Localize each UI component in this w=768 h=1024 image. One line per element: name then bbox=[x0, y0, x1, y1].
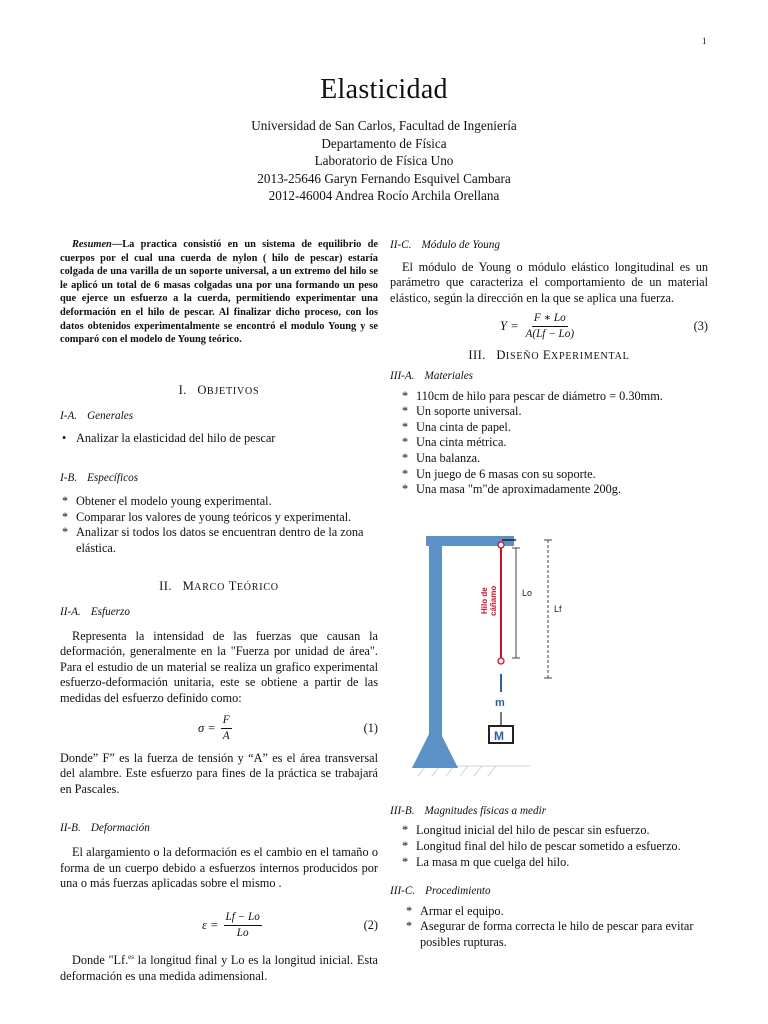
list-item-text: Analizar la elasticidad del hilo de pescar bbox=[76, 430, 276, 445]
section-title-rest: ARCO bbox=[194, 581, 226, 593]
bullet-star: * bbox=[402, 823, 409, 838]
bullet-star: * bbox=[62, 509, 69, 524]
list-item bbox=[400, 839, 708, 855]
section-title-rest: ISEÑO bbox=[505, 351, 540, 363]
fraction-denominator: Lo bbox=[236, 927, 249, 940]
equation-3 bbox=[390, 308, 708, 344]
equation-lhs: Y = bbox=[500, 318, 519, 333]
page-number: 1 bbox=[702, 36, 707, 46]
subsection-generales-heading bbox=[60, 409, 378, 425]
bullet-star: * bbox=[402, 404, 409, 419]
subsection-title: Esfuerzo bbox=[90, 606, 130, 619]
lo-label: Lo bbox=[522, 587, 533, 598]
list-item-text: Longitud final del hilo de pescar sometido a esfuerzo. bbox=[416, 838, 681, 853]
stand-base bbox=[412, 722, 458, 768]
list-item bbox=[60, 431, 378, 447]
author-2: 2012-46004 Andrea Rocío Archila Orellana bbox=[268, 188, 500, 203]
especificos-list bbox=[60, 494, 378, 556]
subsection-number: I-B. bbox=[60, 471, 78, 484]
subsection-procedimiento-heading bbox=[390, 884, 708, 900]
subsection-especificos-heading bbox=[60, 471, 378, 487]
affiliation-lab: Laboratorio de Física Uno bbox=[314, 153, 454, 168]
equation-number: (1) bbox=[363, 720, 378, 735]
superscript: es bbox=[128, 952, 134, 961]
author-block bbox=[0, 117, 768, 205]
bullet-star: * bbox=[402, 466, 409, 481]
equation-lhs: ε = bbox=[202, 918, 219, 933]
affiliation-university: Universidad de San Carlos, Facultad de Ingeniería bbox=[251, 118, 517, 133]
list-item-text: Una masa "m"de aproximadamente 200g. bbox=[416, 482, 622, 497]
equation-2-math bbox=[202, 908, 262, 944]
equation-1 bbox=[60, 711, 378, 747]
bullet-star: * bbox=[402, 388, 409, 403]
subsection-title: Específicos bbox=[87, 471, 139, 484]
list-item bbox=[400, 855, 708, 871]
fraction-denominator: A bbox=[222, 730, 230, 743]
list-item bbox=[60, 510, 378, 526]
procedimiento-list bbox=[390, 904, 708, 951]
deformacion-paragraph: El alargamiento o la deformación es el cambio en el tamaño o forma de un cuerpo debido a esfuerzos internos producidos por una o más fuerzas aplicadas sobre el mismo . bbox=[60, 845, 378, 891]
bullet-star: * bbox=[402, 450, 409, 465]
list-item bbox=[400, 404, 708, 420]
section-title-cap: D bbox=[496, 348, 506, 363]
thread-bottom-knot bbox=[498, 658, 504, 664]
subsection-number: III-A. bbox=[390, 369, 415, 382]
fraction-numerator: F ∗ Lo bbox=[532, 312, 568, 327]
right-column bbox=[390, 238, 708, 950]
abstract-text: —La practica consistió en un sistema de equilibrio de cuerpos por el cual una cuerda de nylon ( hilo de pescar) estaría colgada de una varilla de un soporte universal, a un extremo del hilo se le aplicó un total de 6 masas colgadas una por una formando un peso que ejerce un esfuerzo a la cuerda, permitiendo experimentar una deformación en el hilo de pescar. Al finalizar dicho proceso, con los datos obtenidos experimentalmente se encontró el modulo Young y se comparó con el modelo de Young teórico. bbox=[60, 239, 378, 346]
list-item bbox=[60, 494, 378, 510]
bullet-star: * bbox=[402, 435, 409, 450]
subsection-title: Procedimiento bbox=[425, 885, 491, 898]
small-mass-label: m bbox=[495, 696, 505, 709]
bullet-dot: • bbox=[62, 430, 67, 445]
section-marco-teorico-heading bbox=[60, 579, 378, 596]
list-item bbox=[60, 525, 378, 556]
section-title-rest: XPERIMENTAL bbox=[551, 351, 630, 363]
subsection-number: II-B. bbox=[60, 822, 81, 835]
generales-list bbox=[60, 431, 378, 447]
esfuerzo-paragraph-2: Donde” F” es la fuerza de tensión y “A” es el área transversal del alambre. Este esfuerzo para fines de la práctica se trabajará en Pascales. bbox=[60, 750, 378, 796]
list-item-text: Una balanza. bbox=[416, 450, 481, 465]
equation-number: (2) bbox=[363, 918, 378, 933]
list-item bbox=[400, 435, 708, 451]
equation-2 bbox=[60, 908, 378, 944]
list-item-text: La masa m que cuelga del hilo. bbox=[416, 854, 570, 869]
list-item bbox=[400, 389, 708, 405]
section-objetivos-heading bbox=[60, 383, 378, 400]
subsection-title: Módulo de Young bbox=[421, 239, 500, 251]
bullet-star: * bbox=[406, 919, 413, 934]
list-item-text: Asegurar de forma correcta le hilo de pescar para evitar posibles rupturas. bbox=[420, 919, 694, 949]
bullet-star: * bbox=[62, 494, 69, 509]
list-item-text: Una cinta métrica. bbox=[416, 435, 507, 450]
subsection-number: I-A. bbox=[60, 410, 78, 423]
list-item-text: Armar el equipo. bbox=[420, 903, 504, 918]
bullet-star: * bbox=[402, 854, 409, 869]
equation-3-math bbox=[500, 308, 576, 344]
deformacion-paragraph-2 bbox=[60, 950, 378, 984]
fraction-numerator: Lf − Lo bbox=[224, 911, 262, 926]
list-item bbox=[404, 904, 708, 920]
section-number: II. bbox=[159, 578, 172, 593]
subsection-deformacion-heading bbox=[60, 821, 378, 837]
stand-rod bbox=[429, 544, 442, 742]
abstract bbox=[60, 238, 378, 347]
list-item-text: Un juego de 6 masas con su soporte. bbox=[416, 466, 596, 481]
subsection-esfuerzo-heading bbox=[60, 605, 378, 621]
list-item bbox=[400, 451, 708, 467]
list-item-text: 110cm de hilo para pescar de diámetro = 0.30mm. bbox=[416, 388, 663, 403]
materiales-list bbox=[390, 389, 708, 498]
section-title-cap: M bbox=[182, 578, 195, 593]
list-item bbox=[400, 467, 708, 483]
equation-1-math bbox=[198, 711, 232, 747]
section-diseno-heading bbox=[390, 348, 708, 365]
list-item-text: Una cinta de papel. bbox=[416, 419, 511, 434]
paper-title: Elasticidad bbox=[320, 74, 448, 105]
list-item-text: Un soporte universal. bbox=[416, 404, 522, 419]
text-span: Donde "Lf. bbox=[72, 952, 129, 967]
bullet-star: * bbox=[402, 482, 409, 497]
fraction-denominator: A(Lf − Lo) bbox=[525, 327, 575, 340]
young-paragraph: El módulo de Young o módulo elástico longitudinal es un parámetro que caracteriza el comportamiento de un material elástico, según la dirección en la que se aplica una fuerza. bbox=[390, 259, 708, 305]
list-item-text: Comparar los valores de young teóricos y experimental. bbox=[76, 509, 352, 524]
equation-fraction bbox=[221, 714, 232, 743]
list-item bbox=[404, 919, 708, 950]
section-title-cap: T bbox=[228, 578, 237, 593]
subsection-title: Generales bbox=[87, 410, 134, 423]
section-title-cap: O bbox=[197, 382, 207, 397]
equation-lhs: σ = bbox=[198, 720, 216, 735]
subsection-title: Deformación bbox=[90, 822, 150, 835]
thread-label-2: cáñamo bbox=[489, 585, 498, 616]
subsection-young-heading bbox=[390, 238, 708, 254]
thread-label-1: Hilo de bbox=[480, 587, 489, 614]
apparatus-diagram bbox=[390, 526, 708, 782]
list-item bbox=[400, 823, 708, 839]
section-title-rest: BJETIVOS bbox=[206, 385, 260, 397]
list-item bbox=[400, 482, 708, 498]
subsection-number: III-C. bbox=[390, 885, 416, 898]
list-item bbox=[400, 420, 708, 436]
section-title-rest: EÓRICO bbox=[236, 581, 279, 593]
bullet-star: * bbox=[62, 525, 69, 540]
subsection-number: III-B. bbox=[390, 804, 415, 817]
subsection-materiales-heading bbox=[390, 369, 708, 385]
equation-fraction bbox=[224, 911, 262, 940]
bullet-star: * bbox=[406, 903, 413, 918]
section-title-cap: E bbox=[542, 348, 552, 363]
equation-number: (3) bbox=[693, 318, 708, 333]
section-number: I. bbox=[178, 382, 187, 397]
fraction-numerator: F bbox=[221, 714, 232, 729]
left-column bbox=[60, 238, 378, 984]
lf-label: Lf bbox=[554, 603, 562, 614]
subsection-number: II-C. bbox=[390, 239, 412, 251]
affiliation-department: Departamento de Física bbox=[321, 135, 447, 151]
bullet-star: * bbox=[402, 838, 409, 853]
subsection-number: II-A. bbox=[60, 606, 81, 619]
text-span: la longitud final y Lo es la longitud inicial. Esta deformación es una medida adimensional. bbox=[60, 952, 378, 983]
magnitudes-list bbox=[390, 823, 708, 870]
subsection-title: Magnitudes físicas a medir bbox=[424, 804, 547, 817]
subsection-title: Materiales bbox=[424, 369, 474, 382]
list-item-text: Longitud inicial del hilo de pescar sin esfuerzo. bbox=[416, 823, 650, 838]
subsection-magnitudes-heading bbox=[390, 804, 708, 820]
author-1: 2013-25646 Garyn Fernando Esquivel Cambara bbox=[257, 170, 511, 186]
bullet-star: * bbox=[402, 419, 409, 434]
list-item-text: Analizar si todos los datos se encuentran dentro de la zona elástica. bbox=[76, 525, 364, 555]
list-item-text: Obtener el modelo young experimental. bbox=[76, 494, 272, 509]
thread-top-knot bbox=[498, 542, 504, 548]
equation-fraction bbox=[524, 312, 577, 341]
abstract-label: Resumen bbox=[72, 239, 112, 250]
apparatus-figure bbox=[390, 526, 708, 782]
mass-label: M bbox=[494, 728, 504, 743]
esfuerzo-paragraph: Representa la intensidad de las fuerzas que causan la deformación, generalmente en la "Fuerza por unidad de área". Para el estudio de un material se realiza un grafico experimental esfuerzo-deformación unitaria, este se obtiene a partir de las medidas del esfuerzo definido como: bbox=[60, 628, 378, 706]
section-number: III. bbox=[468, 348, 486, 363]
